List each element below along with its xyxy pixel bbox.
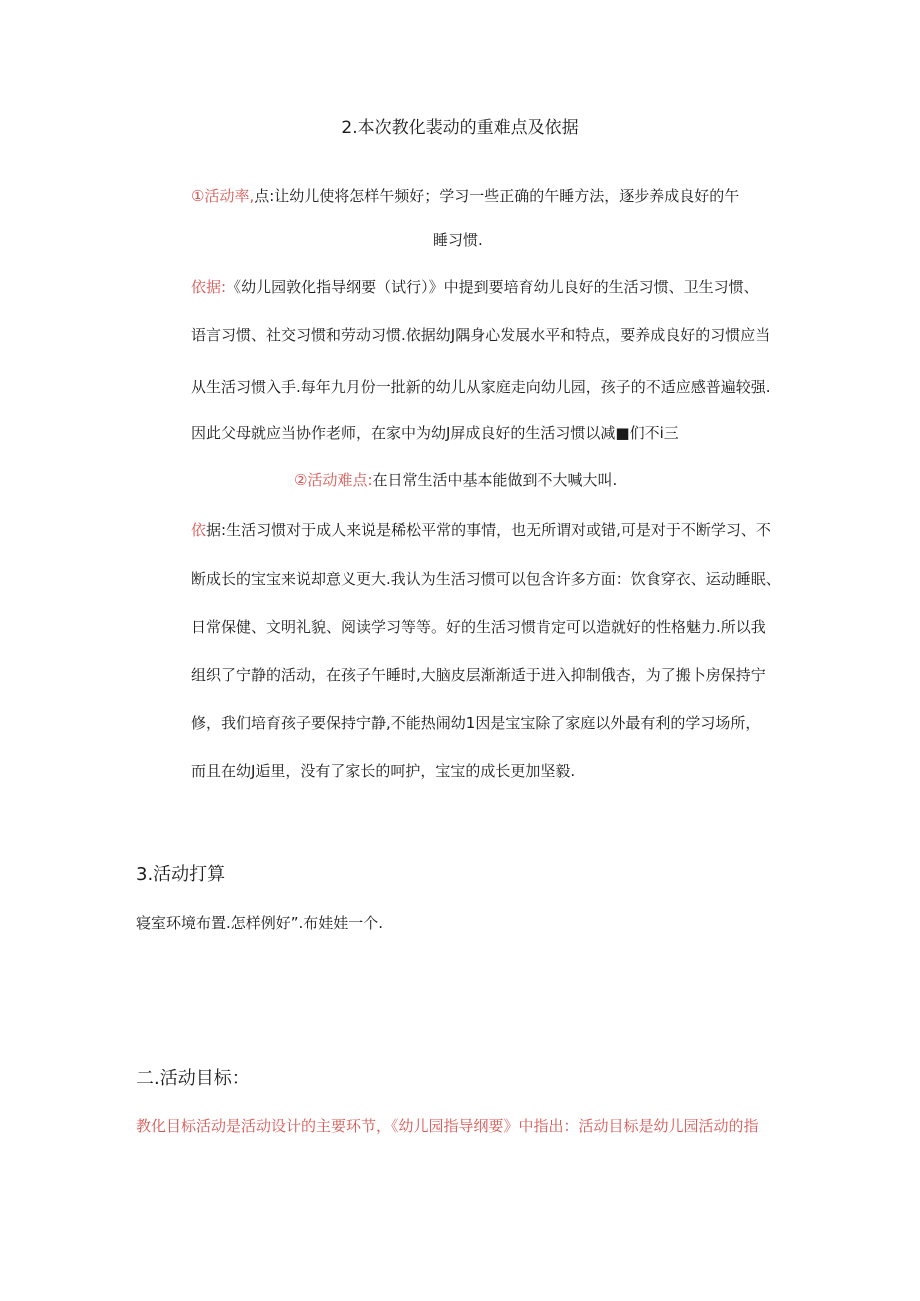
point1-line2: 睡习惯.: [433, 231, 483, 249]
basis2-line2: 断成长的宝宝来说却意义更大.我认为生活习惯可以包含许多方面：饮食穿衣、运动睡眠、: [191, 570, 781, 588]
basis1-text-line1: 《幼儿园敦化指导纲要（试行）》中提到要培育幼儿良好的生活习惯、卫生习惯、: [226, 278, 759, 296]
point2-label: ②活动难点:: [294, 471, 373, 489]
basis2-label: 依: [191, 521, 207, 539]
basis2-line5: 修，我们培育孩子要保持宁静,不能热闹幼1因是宝宝除了家庭以外最有利的学习场所，: [191, 714, 761, 732]
basis1-label: 依据:: [191, 278, 227, 296]
point2-line: [294, 470, 617, 490]
point1-label: ①活动率,: [191, 187, 255, 205]
basis2-line4: 组织了宁静的活动，在孩子午睡时,大脑皮层渐渐适于进入抑制俄杏，为了搬卜房保持宁: [191, 666, 766, 684]
basis2-text-line1: 据:生活习惯对于成人来说是稀松平常的事情，也无所谓对或错,可是对于不断学习、不: [206, 521, 771, 539]
goals-text: 教化目标活动是活动设计的主要环节，《幼儿园指导纲要》中指出：活动目标是幼儿园活动的指: [136, 1117, 759, 1135]
section3-heading: 3.活动打算: [136, 864, 226, 885]
basis1-line1: [191, 277, 759, 297]
section3-text: 寝室环境布置.怎样例好”.布娃娃一个.: [136, 914, 384, 932]
point1-text-line1: 点:让幼儿使将怎样午频好；学习一些正确的午睡方法，逐步养成良好的午: [254, 187, 740, 205]
basis2-line3: 日常保健、文明礼貌、阅读学习等等。好的生活习惯肯定可以造就好的性格魅力.所以我: [191, 618, 766, 636]
basis1-line3: 从生活习惯入手.每年九月份一批新的幼儿从家庭走向幼儿园，孩子的不适应感普遍较强.: [191, 378, 771, 396]
point1-line1: [191, 186, 739, 206]
basis1-line2: 语言习惯、社交习惯和劳动习惯.依据幼J隅身心发展水平和特点，要养成良好的习惯应当: [191, 326, 771, 344]
point2-text: 在日常生活中基本能做到不大喊大叫.: [372, 471, 618, 489]
goals-heading: 二.活动目标：: [136, 1068, 250, 1089]
section-title: 2.本次教化裴动的重难点及依据: [341, 118, 579, 138]
basis2-line1: [191, 520, 771, 540]
basis1-line4: 因此父母就应当协作老师，在家中为幼J屏成良好的生活习惯以减■们不i三: [191, 424, 679, 442]
basis2-line6: 而且在幼J逅里，没有了家长的呵护，宝宝的成长更加坚毅.: [191, 762, 576, 780]
